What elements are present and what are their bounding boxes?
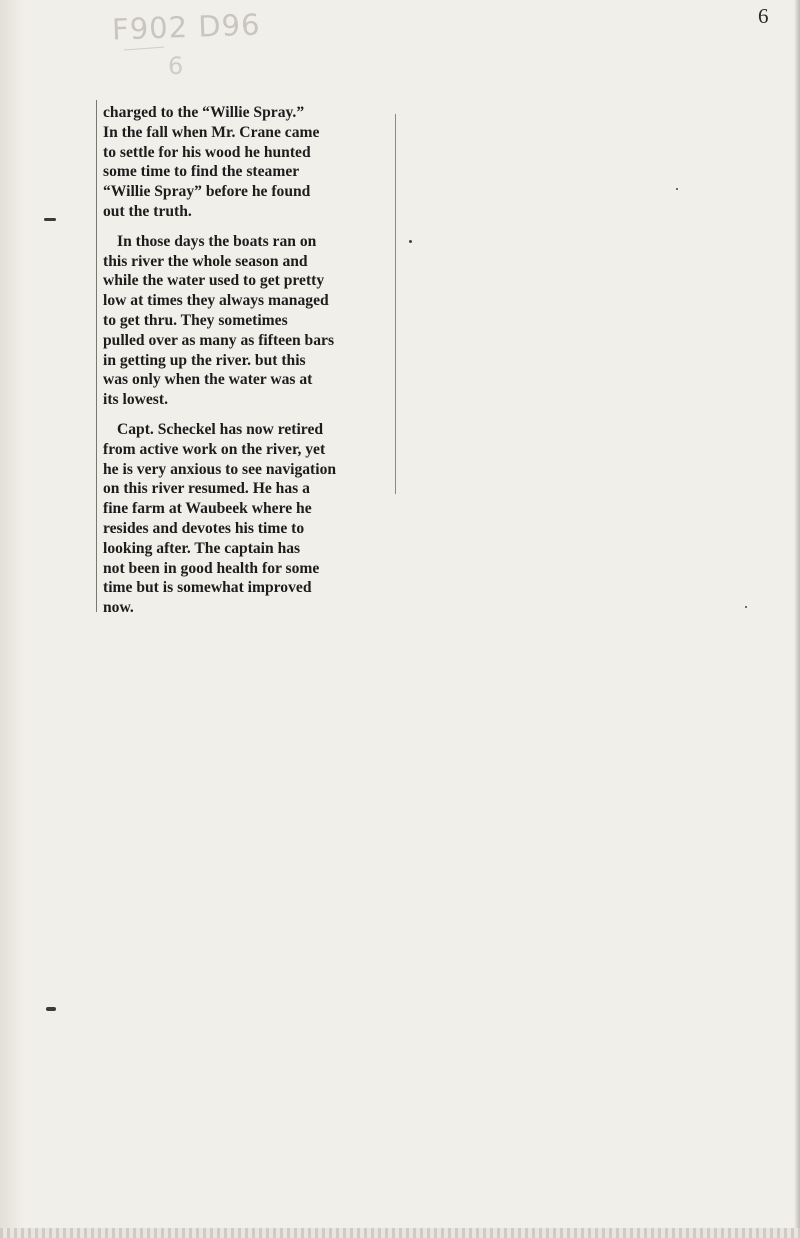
text-line: now. (103, 599, 134, 617)
article-paragraph (103, 420, 390, 618)
article-paragraph (103, 103, 390, 222)
text-line: this river the whole season and (103, 252, 308, 270)
text-line: not been in good health for some (103, 559, 320, 577)
pencil-catalog-note: F902 D96 (111, 7, 262, 47)
page-bottom-edge (0, 1228, 800, 1238)
pencil-dash (124, 47, 164, 51)
text-line: resides and devotes his time to (103, 519, 305, 537)
text-line: he is very anxious to see navigation (103, 460, 337, 478)
pencil-catalog-note-2: 6 (168, 52, 184, 80)
clipping-right-edge (395, 114, 396, 494)
text-line: fine farm at Waubeek where he (103, 500, 312, 518)
text-line: to settle for his wood he hunted (103, 143, 311, 161)
text-line: time but is somewhat improved (103, 579, 312, 597)
text-line: its lowest. (103, 391, 168, 409)
text-line: Capt. Scheckel has now retired (117, 420, 324, 438)
text-line: from active work on the river, yet (103, 440, 326, 458)
text-line: some time to find the steamer (103, 163, 300, 181)
text-line: pulled over as many as fifteen bars (103, 331, 335, 349)
text-line: charged to the “Willie Spray.” (103, 104, 305, 121)
text-line: was only when the water was at (103, 371, 313, 389)
page-right-edge (794, 0, 800, 1238)
text-line: In those days the boats ran on (117, 232, 317, 250)
text-line: out the truth. (103, 202, 192, 220)
text-line: In the fall when Mr. Crane came (103, 123, 320, 141)
margin-mark (46, 1007, 56, 1011)
margin-mark (44, 218, 56, 221)
article-body (103, 103, 390, 628)
article-paragraph (103, 232, 390, 410)
text-line: in getting up the river. but this (103, 351, 306, 369)
page-number: 6 (758, 4, 769, 28)
page-left-edge (0, 0, 24, 1238)
text-line: looking after. The captain has (103, 539, 301, 557)
clipping-left-edge (96, 100, 97, 612)
text-line: to get thru. They sometimes (103, 311, 288, 329)
text-line: while the water used to get pretty (103, 272, 325, 290)
speck (745, 606, 747, 608)
speck (409, 240, 412, 243)
speck (676, 188, 678, 190)
newspaper-clipping (96, 100, 396, 620)
text-line: low at times they always managed (103, 292, 329, 310)
text-line: on this river resumed. He has a (103, 480, 310, 498)
text-line: “Willie Spray” before he found (103, 183, 311, 201)
